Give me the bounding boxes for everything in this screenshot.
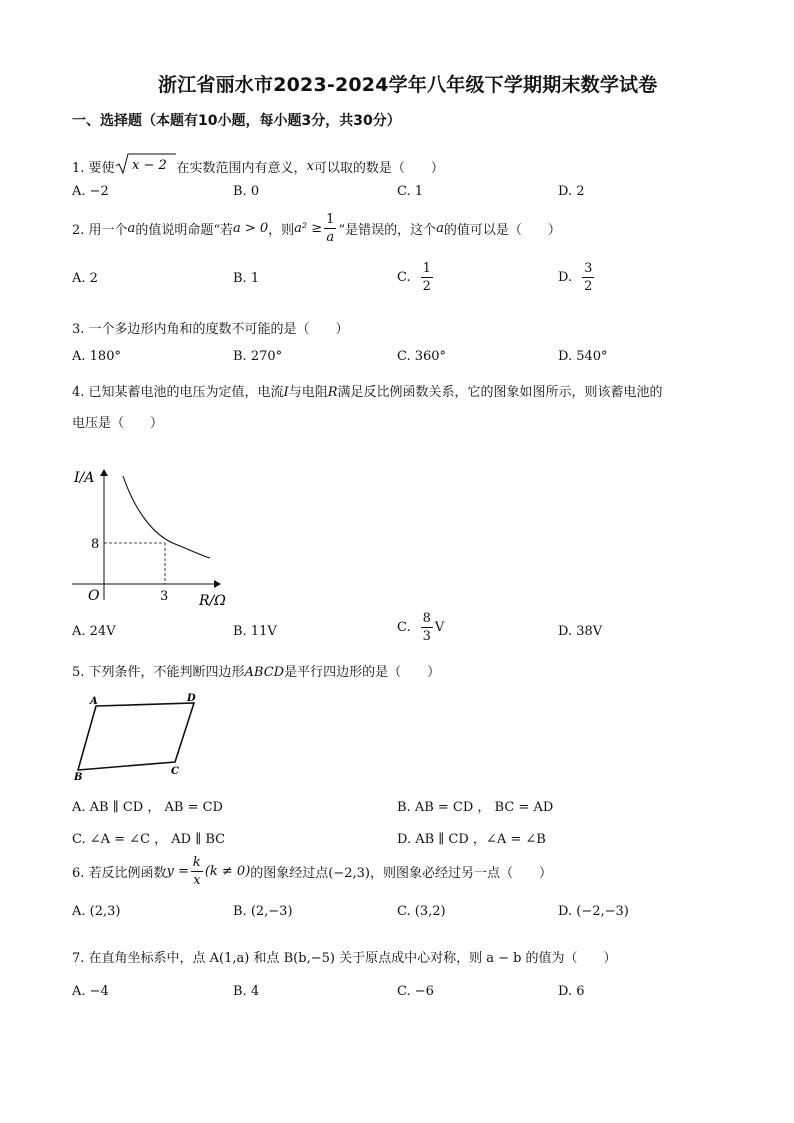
q2-option-a[interactable]: A. 2 [72,271,98,286]
q2-option-c-num: 1 [422,261,431,276]
q2-option-d-den: 2 [584,279,593,294]
q2-mid-1: 的值说明命题“若 [135,222,233,238]
q2-frac-den: a [326,229,335,245]
q6-option-c[interactable]: C. (3,2) [397,904,446,919]
q2-option-b[interactable]: B. 1 [233,271,260,286]
q4-text-1b: 与电阻 [288,385,328,400]
q4-inverse-graph [60,460,240,612]
q1-prefix: 1. 要使 [72,160,115,176]
q1-option-c[interactable]: C. 1 [397,184,424,199]
q6-option-d[interactable]: D. (−2,−3) [558,904,629,919]
vertex-c: C [171,766,179,777]
q4-option-a[interactable]: A. 24V [72,624,116,639]
q5-option-b[interactable]: B. AB = CD ， BC = AD [397,800,554,815]
q4-option-c[interactable] [397,612,444,643]
graph-ylabel: I/A [74,470,95,486]
sqrt-radicand: x − 2 [131,158,167,173]
q2-fraction [324,213,336,244]
q4-option-c-label: C. [397,620,411,635]
section-heading: 一、选择题（本题有10小题，每小题3分，共30分） [72,113,401,129]
q4-option-d[interactable]: D. 38V [558,624,603,639]
q3-option-b[interactable]: B. 270° [233,349,283,364]
q1-option-d[interactable]: D. 2 [558,184,585,199]
q5-option-c[interactable]: C. ∠A = ∠C ， AD ∥ BC [72,832,226,847]
q5-option-d[interactable]: D. AB ∥ CD ，∠A = ∠B [397,832,546,847]
q1-var: x [306,158,314,174]
question-6 [72,853,552,889]
q3-option-c[interactable]: C. 360° [397,349,447,364]
q2-post-2: 的值可以是（ ） [443,222,561,238]
graph-xtick: 3 [160,589,169,604]
graph-origin: O [88,588,100,604]
q5-post: 是平行四边形的是（ ） [284,665,441,680]
q6-frac-den: x [193,872,201,888]
q7-option-d[interactable]: D. 6 [558,984,585,999]
q4-option-c-num: 8 [422,611,431,626]
question-4-line-2: 电压是（ ） [72,416,164,431]
q6-fraction [191,856,203,887]
question-4-line-1 [72,381,663,400]
q2-option-d[interactable] [558,262,596,293]
q2-prefix: 2. 用一个 [72,222,128,238]
sqrt-expression [115,152,177,180]
q2-var-a2: a [436,220,444,236]
graph-ytick: 8 [91,537,100,552]
q2-option-c-label: C. [397,270,411,285]
q2-frac-num: 1 [326,211,335,227]
q2-option-c[interactable] [397,262,435,293]
vertex-a: A [90,696,98,707]
q2-var-a1: a [127,220,136,236]
q4-option-b[interactable]: B. 11V [233,624,277,639]
question-7: 7. 在直角坐标系中，点 A(1,a) 和点 B(b,−5) 关于原点成中心对称，则 a − b 的值为（ ） [72,951,617,966]
q2-post: ”是错误的，这个 [338,222,437,238]
q2-option-c-den: 2 [422,279,431,294]
question-5 [72,661,440,680]
q6-post: 的图象经过点(−2,3)，则图象必经过另一点（ ） [250,865,552,881]
q6-condition: (k ≠ 0) [204,863,251,879]
question-1 [72,152,444,180]
q2-option-d-label: D. [558,270,573,285]
question-3: 3. 一个多边形内角和的度数不可能的是（ ） [72,322,349,337]
q5-prefix: 5. 下列条件，不能判断四边形 [72,665,245,680]
q4-var-i: I [283,385,289,400]
q7-option-a[interactable]: A. −4 [72,984,109,999]
q5-parallelogram [70,690,210,782]
graph-xlabel: R/Ω [199,593,226,609]
q4-text-1c: 满足反比例函数关系，它的图象如图所示，则该蓄电池的 [337,385,663,400]
q4-option-c-den: 3 [422,629,431,644]
hyperbola-curve [123,476,210,558]
vertex-b: B [74,772,83,782]
q4-option-c-unit: V [434,620,445,635]
q2-mid-2: ，则 [268,222,295,238]
q2-lhs: a² ≥ [294,220,323,236]
q5-quad-name: ABCD [244,665,285,680]
q3-option-a[interactable]: A. 180° [72,349,121,364]
q1-text-1: 在实数范围内有意义， [176,160,307,176]
q4-var-r: R [327,385,338,400]
paper-title: 浙江省丽水市2023-2024学年八年级下学期期末数学试卷 [158,74,658,96]
q6-prefix: 6. 若反比例函数 [72,865,167,881]
q2-option-d-fraction [582,262,594,293]
q4-text-1a: 4. 已知某蓄电池的电压为定值，电流 [72,385,284,400]
q7-option-c[interactable]: C. −6 [397,984,434,999]
parallelogram-shape [78,703,194,770]
q1-text-2: 可以取的数是（ ） [313,160,444,176]
q7-option-b[interactable]: B. 4 [233,984,260,999]
q2-option-d-num: 3 [584,261,593,276]
q6-option-b[interactable]: B. (2,−3) [233,904,293,919]
q1-option-a[interactable]: A. −2 [72,184,109,199]
q6-y: y = [166,863,189,879]
q5-option-a[interactable]: A. AB ∥ CD ， AB = CD [72,800,223,815]
vertex-d: D [187,693,196,704]
q4-option-c-fraction [421,612,433,643]
q3-option-d[interactable]: D. 540° [558,349,608,364]
q1-option-b[interactable]: B. 0 [233,184,260,199]
question-2 [72,210,561,246]
q6-frac-num: k [192,854,201,870]
q6-option-a[interactable]: A. (2,3) [72,904,121,919]
q2-option-c-fraction [421,262,433,293]
q2-condition: a > 0 [232,220,269,236]
